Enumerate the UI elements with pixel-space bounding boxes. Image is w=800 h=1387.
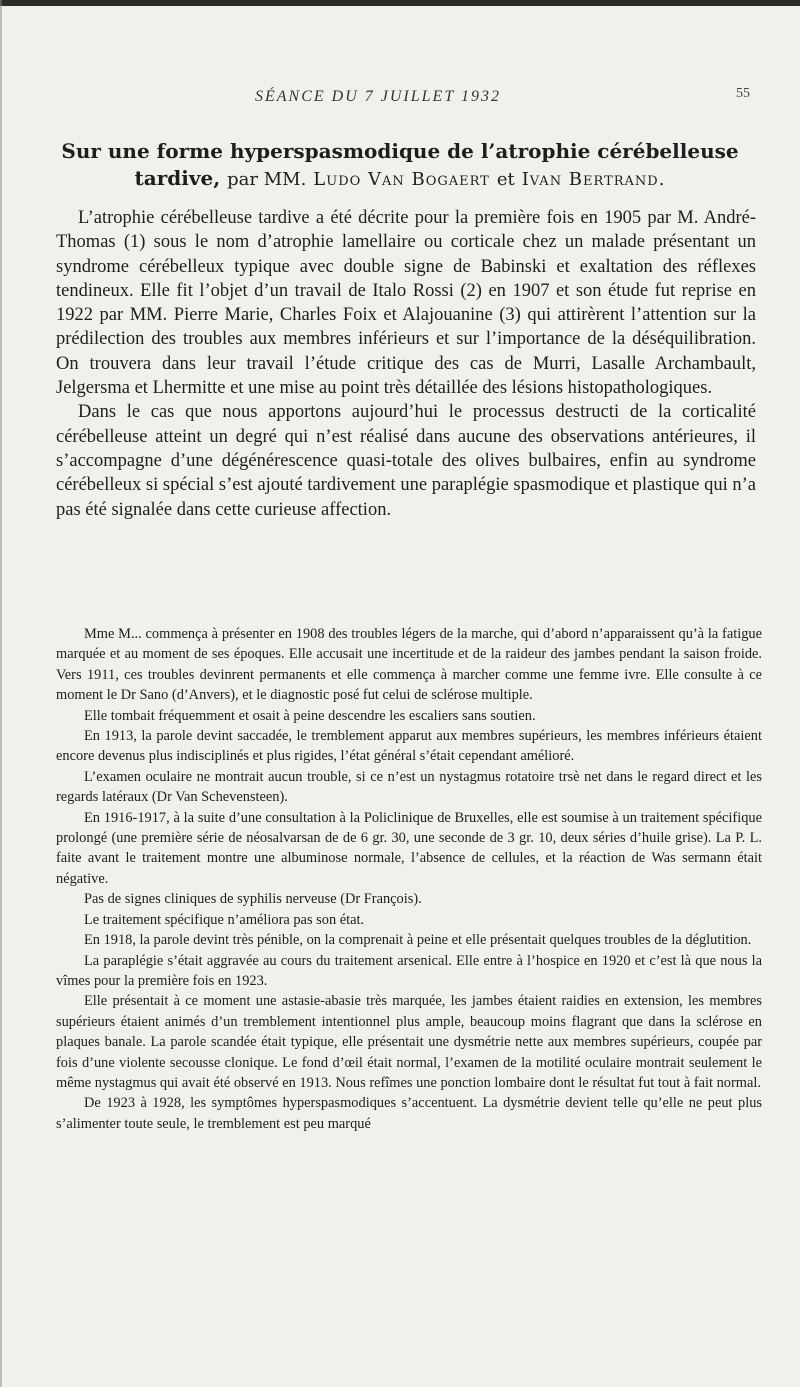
case-paragraph: En 1913, la parole devint saccadée, le tremblement apparut aux membres supérieurs, les membres inférieurs étaient encore devenus plus indisciplinés et plus rigides, l’état général s’était cependant amélioré. [56, 728, 762, 765]
author-1: Ludo Van Bogaert [313, 169, 490, 190]
case-paragraph: L’examen oculaire ne montrait aucun trouble, si ce n’est un nystagmus rotatoire trsè net dans le regard direct et les regards latéraux (Dr Van Schevensteen). [56, 768, 762, 806]
intro-paragraph: Dans le cas que nous apportons aujourd’hui le processus destructi de la corticalité cérébelleuse atteint un degré qui n’est réalisé dans aucune des observations antérieures, il s’accompagne d’une dégénérescence quasi-totale des olives bulbaires, enfin au syndrome cérébelleux si spécial s’est ajouté tardivement une paraplégie spasmodique et plastique qui n’a pas été signalée dans cette curieuse affection. [56, 402, 756, 520]
page-header [60, 88, 750, 112]
left-edge-shadow [0, 0, 2, 1387]
author-2: Ivan Bertrand. [521, 169, 666, 190]
article-title-block [60, 138, 740, 193]
case-report [56, 624, 762, 1134]
running-title: SÉANCE DU 7 JUILLET 1932 [255, 88, 501, 105]
case-paragraph: Le traitement spécifique n’améliora pas son état. [84, 911, 365, 928]
case-paragraph: De 1923 à 1928, les symptômes hyperspasmodiques s’accentuent. La dysmétrie devient telle qu’elle ne peut plus s’alimenter toute seule, le tremblement est peu marqué [56, 1095, 762, 1132]
article-title: Sur une forme hyperspasmodique de l’atrophie cérébelleuse tardive, [61, 139, 739, 190]
case-paragraph: En 1918, la parole devint très pénible, on la comprenait à peine et elle présentait quelques troubles de la déglutition. [84, 932, 752, 949]
author-conjunction: et [496, 169, 515, 190]
intro-paragraph: L’atrophie cérébelleuse tardive a été décrite pour la première fois en 1905 par M. André-Thomas (1) sous le nom d’atrophie lamellaire ou corticale chez un malade présentant un syndrome cérébelleux typique avec double signe de Babinski et exaltation des réflexes tendineux. Elle fit l’objet d’un travail de Italo Rossi (2) en 1907 et son étude fut reprise en 1922 par MM. Pierre Marie, Charles Foix et Alajouanine (3) qui attirèrent l’attention sur la prédilection des troubles aux membres inférieurs et sur l’importance de la déséquilibration. On trouvera dans leur travail l’étude critique des cas de Murri, Lasalle Archambault, Jelgersma et Lhermitte et une mise au point très détaillée des lésions histopathologiques. [56, 208, 756, 399]
introduction [56, 206, 756, 522]
case-paragraph: La paraplégie s’était aggravée au cours du traitement arsenical. Elle entre à l’hospice en 1920 et c’est là que nous la vîmes pour la première fois en 1923. [56, 952, 762, 989]
case-paragraph: Elle tombait fréquemment et osait à peine descendre les escaliers sans soutien. [84, 707, 536, 724]
article-byline: par MM. [227, 169, 307, 190]
case-paragraph: En 1916-1917, à la suite d’une consultation à la Policlinique de Bruxelles, elle est soumise à un traitement spécifique prolongé (une première série de néosalvarsan de de 6 gr. 30, une seconde de 3 gr. 10, deux séries d’huile grise). La P. L. faite avant le traitement montre une albuminose normale, l’absence de cellules, et la réaction de Was sermann était négative. [56, 809, 762, 887]
case-paragraph: Elle présentait à ce moment une astasie-abasie très marquée, les jambes étaient raidies en extension, les membres supérieurs étaient animés d’un tremblement intentionnel plus ample, beaucoup moins flagrant que dans la sclérose en plaques banale. La parole scandée était typique, elle présentait une dysmétrie nette aux membres supérieurs, coupée par fois d’une violente secousse clonique. Le fond d’œil était normal, l’examen de la motilité oculaire montrait seulement le même nystagmus qui avait été observé en 1913. Nous refîmes une ponction lombaire dont le résultat fut tout à fait normal. [56, 993, 762, 1091]
case-paragraph: Pas de signes cliniques de syphilis nerveuse (Dr François). [84, 891, 422, 908]
case-paragraph: Mme M... commença à présenter en 1908 des troubles légers de la marche, qui d’abord n’apparaissent qu’à la fatigue marquée et au moment de ses époques. Elle accusait une incertitude et de la raideur des jambes pendant la saison froide. Vers 1911, ces troubles devinrent permanents et elle commença à marcher comme une femme ivre. Elle consulte à ce moment le Dr Sano (d’Anvers), et le diagnostic posé fut celui de sclérose multiple. [56, 626, 762, 704]
top-edge-shadow [0, 0, 800, 6]
page-number: 55 [736, 86, 750, 101]
